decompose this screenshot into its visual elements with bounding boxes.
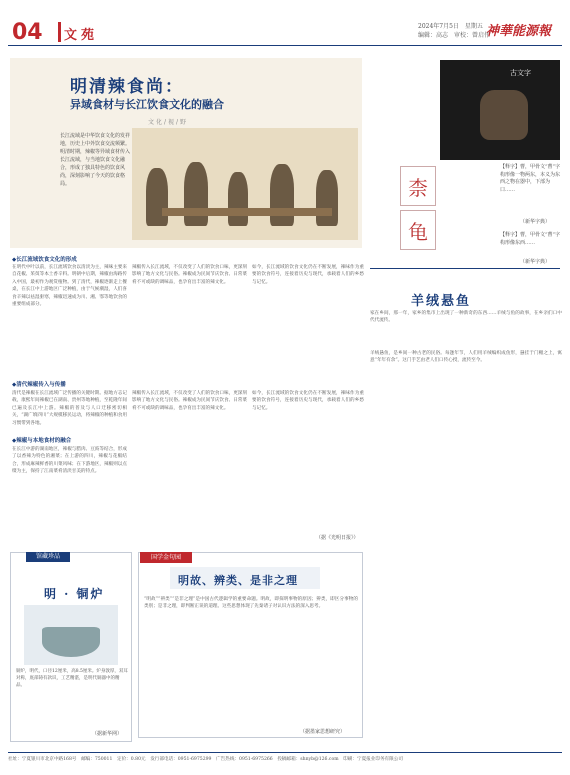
study-label: 国学金句园 (140, 552, 192, 563)
essay-title: 羊绒悬鱼 (411, 294, 472, 309)
article-column-7: 如今，长江流域的饮食文化仍在不断发展，辣味作为重要的饮食符号，连接着历史与现代，承载着人们的乡愁与记忆。 (252, 391, 364, 411)
article-column-3: 如今，长江流域的饮食文化仍在不断发展，辣味作为重要的饮食符号，连接着历史与现代，承载着人们的乡愁与记忆。 (252, 265, 364, 285)
date-line: 2024年7月5日 星期五 (418, 23, 483, 30)
image-caption: 古文字 (510, 69, 531, 77)
relic-source: （据新华网） (92, 731, 123, 737)
note-source-2: （新华字典） (520, 259, 551, 265)
glyph-note-2: 【释字】曹，甲骨文“曹”字构形像东西…… (500, 232, 561, 246)
editor-line: 编辑：高志 审校：曾启伟 (418, 32, 491, 39)
relic-title: 明 · 铜炉 (44, 587, 105, 601)
feast-illustration (132, 128, 358, 240)
article-source: （据《光明日报》） (316, 535, 359, 541)
study-source: （据墨家思想研究） (300, 729, 346, 735)
issue-date (418, 22, 490, 40)
section-heading-3: ◆辣椒与本地食材的融合 (12, 438, 72, 444)
glyph-note-1: 【释字】曹，甲骨文“曹”字构形像一物两东，本义为东西之物在器中，下部为口…… (500, 164, 561, 193)
feature-title: 明清辣食尚： (70, 77, 184, 97)
section-name: 文苑 (64, 28, 99, 43)
divider (370, 268, 560, 269)
page-header (8, 18, 562, 46)
newspaper-logo: 神華能源報 (486, 24, 552, 39)
article-column-4: 清代是辣椒在长江流域广泛传播的关键时期。据地方志记载，康熙年间辣椒已在湖南、贵州等地种植，至乾隆年间已遍及长江中上游。辣椒的普及与人口迁移密切相关，“湖广填四川”大规模移民运动，将辣椒的种植和食用习惯带到各地。 (12, 391, 127, 426)
section-heading-2: ◆清代辣椒传入与传播 (12, 382, 66, 388)
article-column-2: 辣椒传入长江流域，不仅改变了人们的饮食口味，更深刻影响了地方文化与民俗。辣椒成为民间节庆饮食、日常菜肴不可或缺的调味品，也孕育出丰富的辣文化。 (132, 265, 247, 285)
article-column-1: 在明代中叶以前，长江流域饮食以清淡为主，辣味主要来自花椒、茱萸等本土香辛料。明朝中后期，辣椒由海路传入中国，最初作为观赏植物。到了清代，辣椒逐渐走上餐桌，在长江中上游地区广泛种植，由于气候潮湿，人们喜食辛辣以祛湿驱寒，辣椒迅速成为川、湘、鄂等地饮食的重要组成部分。 (12, 265, 127, 308)
feature-intro: 长江流域是中华饮食文化的发祥地，历史上中外饮食交流频繁。明清时期，辣椒等异域食材传入长江流域，与当地饮食文化融合，形成了独具特色的饮食风尚，深刻影响了今天的饮食格局。 (60, 133, 131, 187)
bronze-censer-image (24, 605, 118, 665)
feature-subtitle: 异域食材与长江饮食文化的融合 (70, 98, 224, 111)
glyph-box-1: 柰 (400, 166, 436, 206)
ancient-script-image (440, 60, 560, 160)
article-column-6: 辣椒传入长江流域，不仅改变了人们的饮食口味，更深刻影响了地方文化与民俗。辣椒成为民间节庆饮食、日常菜肴不可或缺的调味品，也孕育出丰富的辣文化。 (132, 391, 247, 411)
essay-body: 羊绒悬鱼，是乡间一种古老的民俗。每逢年节，人们用羊绒编织成鱼形，悬挂于门楣之上，寓意“年年有余”。这门手艺由老人们口传心授，流传至今。 (370, 351, 562, 364)
essay-lead: 家在乡间，那一年，家乡的集市上出现了一种新奇的东西……羊绒与鱼的故事，在乡亲们口中代代流传。 (370, 311, 562, 324)
page-number: 04 (12, 20, 43, 45)
section-heading-1: ◆长江流域饮食文化的形成 (12, 257, 77, 263)
glyph-box-2: 龟 (400, 210, 436, 250)
culture-tag: 文化/视/野 (148, 119, 189, 126)
page-footer: 社址：宁夏银川市北京中路168号 邮编：750011 定价：0.80元 发行部电话：0951-6975299 广告热线：0951-6975266 投稿邮箱：shnyb@126.com 印刷：宁夏报业印务有限公司 (8, 752, 562, 762)
relic-caption: 铜炉，明代，口径12厘米，高8.5厘米。炉身敦厚，双耳对称，底部铸有款识，工艺精湛，是明代铜器中的精品。 (16, 669, 128, 688)
study-body: “明故”“辨类”“是非之理”是中国古代逻辑学的重要命题。明故，即探明事物的原因；辨类，即区分事物的类别；是非之理，即判断正误的道理。这些思想体现了先秦诸子对认识方法的深入思考。 (144, 597, 358, 610)
study-title: 明故、辨类、是非之理 (178, 574, 298, 587)
note-source-1: （新华字典） (520, 219, 551, 225)
article-column-5: 在长江中游的湖南地区，辣椒与腊肉、豆豉等结合，形成了以香辣为特色的湘菜；在上游的四川，辣椒与花椒结合，形成麻辣鲜香的川菜风味；在下游地区，辣椒则以点缀为主，保持了江南菜肴清淡甘美的特点。 (12, 447, 127, 475)
relic-label: 馆藏珍品 (26, 552, 70, 562)
